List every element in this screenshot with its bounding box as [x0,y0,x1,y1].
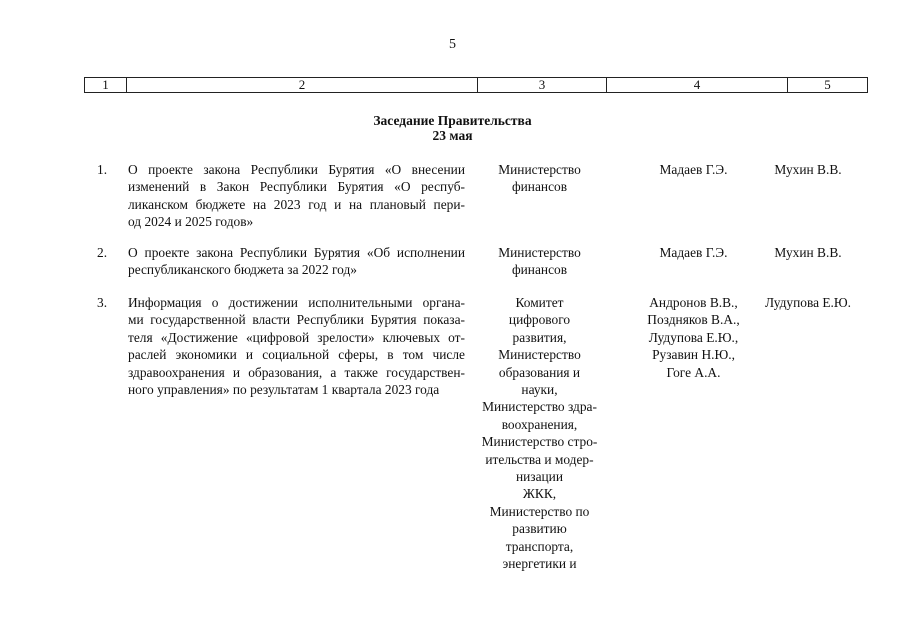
responsible-body [473,161,606,196]
responsible-line: развитию [512,521,567,537]
responsible-line: ительства и модер- [485,451,594,467]
column-number-header [84,77,868,93]
responsible-line: Министерство по [489,503,590,519]
curator [755,161,861,178]
column-header-4: 4 [607,78,788,92]
topic-line: республиканского бюджета за 2022 год» [128,262,357,278]
topic-line: изменений в Закон Республики Бурятия «О респуб- [128,179,465,195]
responsible-body [473,294,606,573]
responsible-line: образования и [498,364,581,380]
topic-line: Информация о достижении исполнительными органа- [128,295,465,310]
responsible-line: Комитет [515,295,564,310]
curator-line: Мухин В.В. [774,162,842,177]
speaker [616,244,771,261]
topic-line: здравоохранения и образования, а также государствен- [128,364,465,380]
responsible-line: воохранения, [501,416,578,432]
column-header-3: 3 [478,78,607,92]
responsible-line: низации [515,469,564,485]
responsible-line: Министерство здра- [482,399,597,415]
speaker-line: Рузавин Н.Ю., [652,347,735,363]
responsible-body [473,244,606,279]
column-header-2: 2 [127,78,478,92]
responsible-line: финансов [511,179,568,195]
responsible-line: цифрового [508,312,571,328]
speaker-line: Поздняков В.А., [647,312,740,328]
responsible-line: развития, [512,329,567,345]
topic-line: О проекте закона Республики Бурятия «Об исполнении [128,245,465,260]
curator-line: Мухин В.В. [774,245,842,260]
speaker [616,294,771,381]
curator [755,294,861,311]
speaker-line: Лудупова Е.Ю., [648,329,739,345]
topic-line: теля «Достижение «цифровой зрелости» ключевых от- [128,329,465,345]
section-title: Заседание Правительства [373,113,532,128]
topic-line: раслей экономики и социальной сферы, в том числе [128,347,465,363]
speaker-line: Мадаев Г.Э. [659,245,728,260]
topic-line: ликанском бюджете на 2023 год и на плановый пери- [128,196,465,212]
section-heading [0,113,905,143]
responsible-line: финансов [511,262,568,278]
curator-line: Лудупова Е.Ю. [764,295,852,310]
speaker [616,161,771,178]
agenda-topic [128,244,465,279]
responsible-line: энергетики и [502,556,577,572]
row-number: 1. [97,162,108,177]
page-number: 5 [449,37,456,52]
agenda-topic [128,161,465,231]
speaker-line: Мадаев Г.Э. [659,162,728,177]
responsible-line: науки, [521,382,558,398]
speaker-line: Андронов В.В., [649,295,738,310]
row-number: 3. [97,295,108,310]
section-date: 23 мая [432,128,473,143]
topic-line: ми государственной власти Республики Бурятия показа- [128,312,465,328]
responsible-line: Министерство [498,162,581,177]
curator [755,244,861,261]
speaker-line: Гоге А.А. [666,364,721,380]
responsible-line: ЖКК, [522,486,557,502]
topic-line: ного управления» по результатам 1 квартала 2023 года [128,382,440,398]
agenda-topic [128,294,465,398]
topic-line: О проекте закона Республики Бурятия «О внесении [128,162,465,177]
responsible-line: транспорта, [505,538,574,554]
responsible-line: Министерство стро- [481,434,598,450]
responsible-line: Министерство [498,347,581,363]
row-number: 2. [97,245,108,260]
column-header-5: 5 [824,77,831,92]
responsible-line: Министерство [498,245,581,260]
topic-line: од 2024 и 2025 годов» [128,214,254,230]
column-header-1: 1 [85,78,127,92]
